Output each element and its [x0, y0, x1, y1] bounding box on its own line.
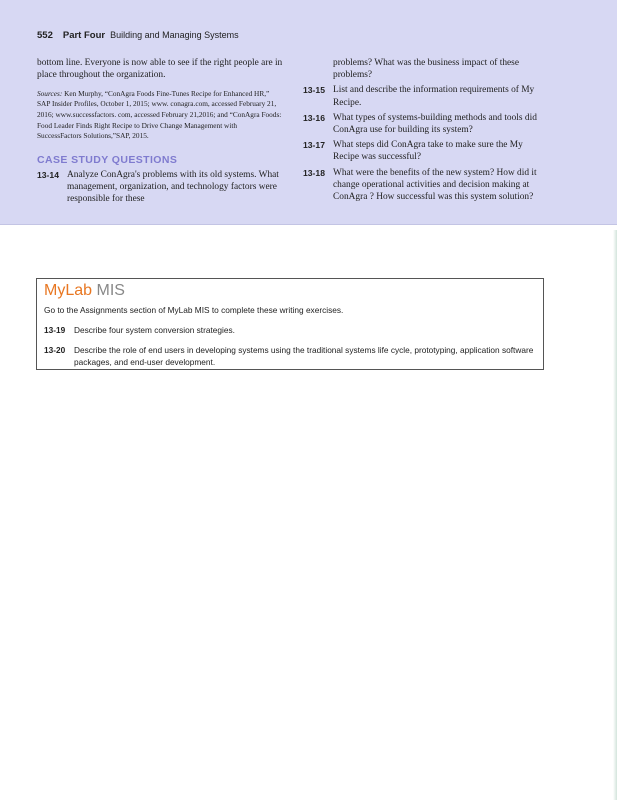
- question-continuation: problems? What was the business impact of these problems?: [333, 58, 519, 81]
- exercise-item: [44, 324, 534, 336]
- body-paragraph: bottom line. Everyone is now able to see if the right people are in place throughout the organization.: [37, 58, 283, 81]
- mylab-intro: Go to the Assignments section of MyLab MIS to complete these writing exercises.: [44, 305, 344, 315]
- question-text: What were the benefits of the new system? How did it change operational activities and decision making at ConAgra ? How successful was this system solution?: [333, 167, 537, 203]
- mylab-suffix: MIS: [96, 282, 125, 299]
- mylab-brand: MyLab: [44, 282, 93, 299]
- page-header: [37, 30, 239, 41]
- exercise-text: Describe four system conversion strategies.: [74, 325, 235, 335]
- question-number: 13-16: [303, 112, 325, 123]
- sources-text: Ken Murphy, “ConAgra Foods Fine-Tunes Recipe for Enhanced HR,” SAP Insider Profiles, October 1, 2015; www. conagra.com, accessed February 21, 2016; www.successfactors. com, accessed February 21,2016; and “ConAgra Foods: Food Leader Finds Right Recipe to Drive Change Management with SuccessFactors Solutions,”SAP, 2015.: [37, 88, 282, 141]
- case-question: [37, 169, 283, 206]
- case-question: [303, 139, 548, 163]
- exercise-number: 13-19: [44, 325, 66, 335]
- sources-note: [37, 89, 283, 142]
- exercise-text: Describe the role of end users in developing systems using the traditional systems life cycle, prototyping, application software packages, and end-user development.: [74, 345, 534, 367]
- mylab-box: [36, 278, 544, 370]
- question-number: 13-18: [303, 167, 325, 178]
- right-column: [303, 57, 548, 206]
- case-question: [303, 84, 548, 108]
- mylab-title: [44, 282, 125, 300]
- exercise-number: 13-20: [44, 345, 66, 355]
- question-number: 13-14: [37, 169, 59, 180]
- case-study-heading: CASE STUDY QUESTIONS: [37, 153, 178, 166]
- left-column: [37, 57, 283, 205]
- case-question: [303, 112, 548, 136]
- question-text: What steps did ConAgra take to make sure the My Recipe was successful?: [333, 140, 523, 163]
- case-question: [303, 167, 548, 204]
- part-label: Part Four: [62, 30, 106, 41]
- exercise-item: [44, 344, 534, 368]
- sources-label: Sources:: [37, 88, 63, 98]
- case-study-band: [0, 0, 617, 225]
- question-text: List and describe the information requirements of My Recipe.: [333, 85, 535, 108]
- part-title: Building and Managing Systems: [110, 30, 239, 40]
- page-edge-shadow: [613, 230, 617, 800]
- question-text: Analyze ConAgra's problems with its old systems. What management, organization, and technology factors were responsible for these: [67, 169, 279, 205]
- page-number: 552: [37, 30, 53, 41]
- question-number: 13-15: [303, 85, 325, 96]
- question-number: 13-17: [303, 140, 325, 151]
- question-text: What types of systems-building methods and tools did ConAgra use for building its system?: [333, 112, 537, 136]
